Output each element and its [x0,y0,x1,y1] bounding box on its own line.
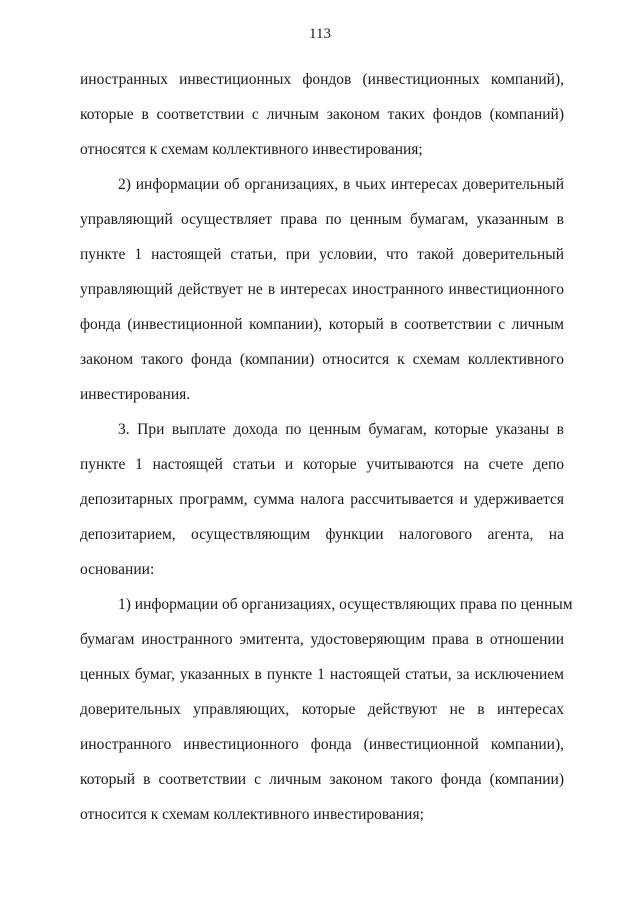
paragraph-start-line: 2) информации об организациях, в чьих интересах доверительный [118,176,564,193]
text-line: управляющий действует не в интересах иностранного инвестиционного [80,281,564,298]
text-line: основании: [80,561,155,578]
text-line: бумагам иностранного эмитента, удостоверяющим права в отношении [80,631,564,648]
paragraph-start-line: 1) информации об организациях, осуществляющих права по ценным [118,596,573,613]
text-line: иностранного инвестиционного фонда (инвестиционной компании), [80,736,564,753]
text-line: иностранных инвестиционных фондов (инвестиционных компаний), [80,71,564,88]
text-line: пункте 1 настоящей статьи, при условии, что такой доверительный [80,246,564,263]
page-number: 113 [309,26,331,42]
text-line: фонда (инвестиционной компании), который в соответствии с личным [80,316,564,333]
text-line: управляющий осуществляет права по ценным бумагам, указанным в [80,211,564,228]
text-line: относится к схемам коллективного инвестирования; [80,806,424,823]
text-line: доверительных управляющих, которые действуют не в интересах [80,701,564,718]
text-line: инвестирования. [80,386,191,403]
text-line: депозитарных программ, сумма налога рассчитывается и удерживается [80,491,564,508]
text-line: который в соответствии с личным законом такого фонда (компании) [80,771,564,788]
text-line: ценных бумаг, указанных в пункте 1 настоящей статьи, за исключением [80,666,564,683]
paragraph-start-line: 3. При выплате дохода по ценным бумагам, которые указаны в [118,421,564,438]
text-line: пункте 1 настоящей статьи и которые учитываются на счете депо [80,456,564,473]
text-line: которые в соответствии с личным законом таких фондов (компаний) [80,106,564,123]
text-line: относятся к схемам коллективного инвестирования; [80,141,423,158]
text-line: законом такого фонда (компании) относится к схемам коллективного [80,351,564,368]
text-line: депозитарием, осуществляющим функции налогового агента, на [80,526,564,543]
